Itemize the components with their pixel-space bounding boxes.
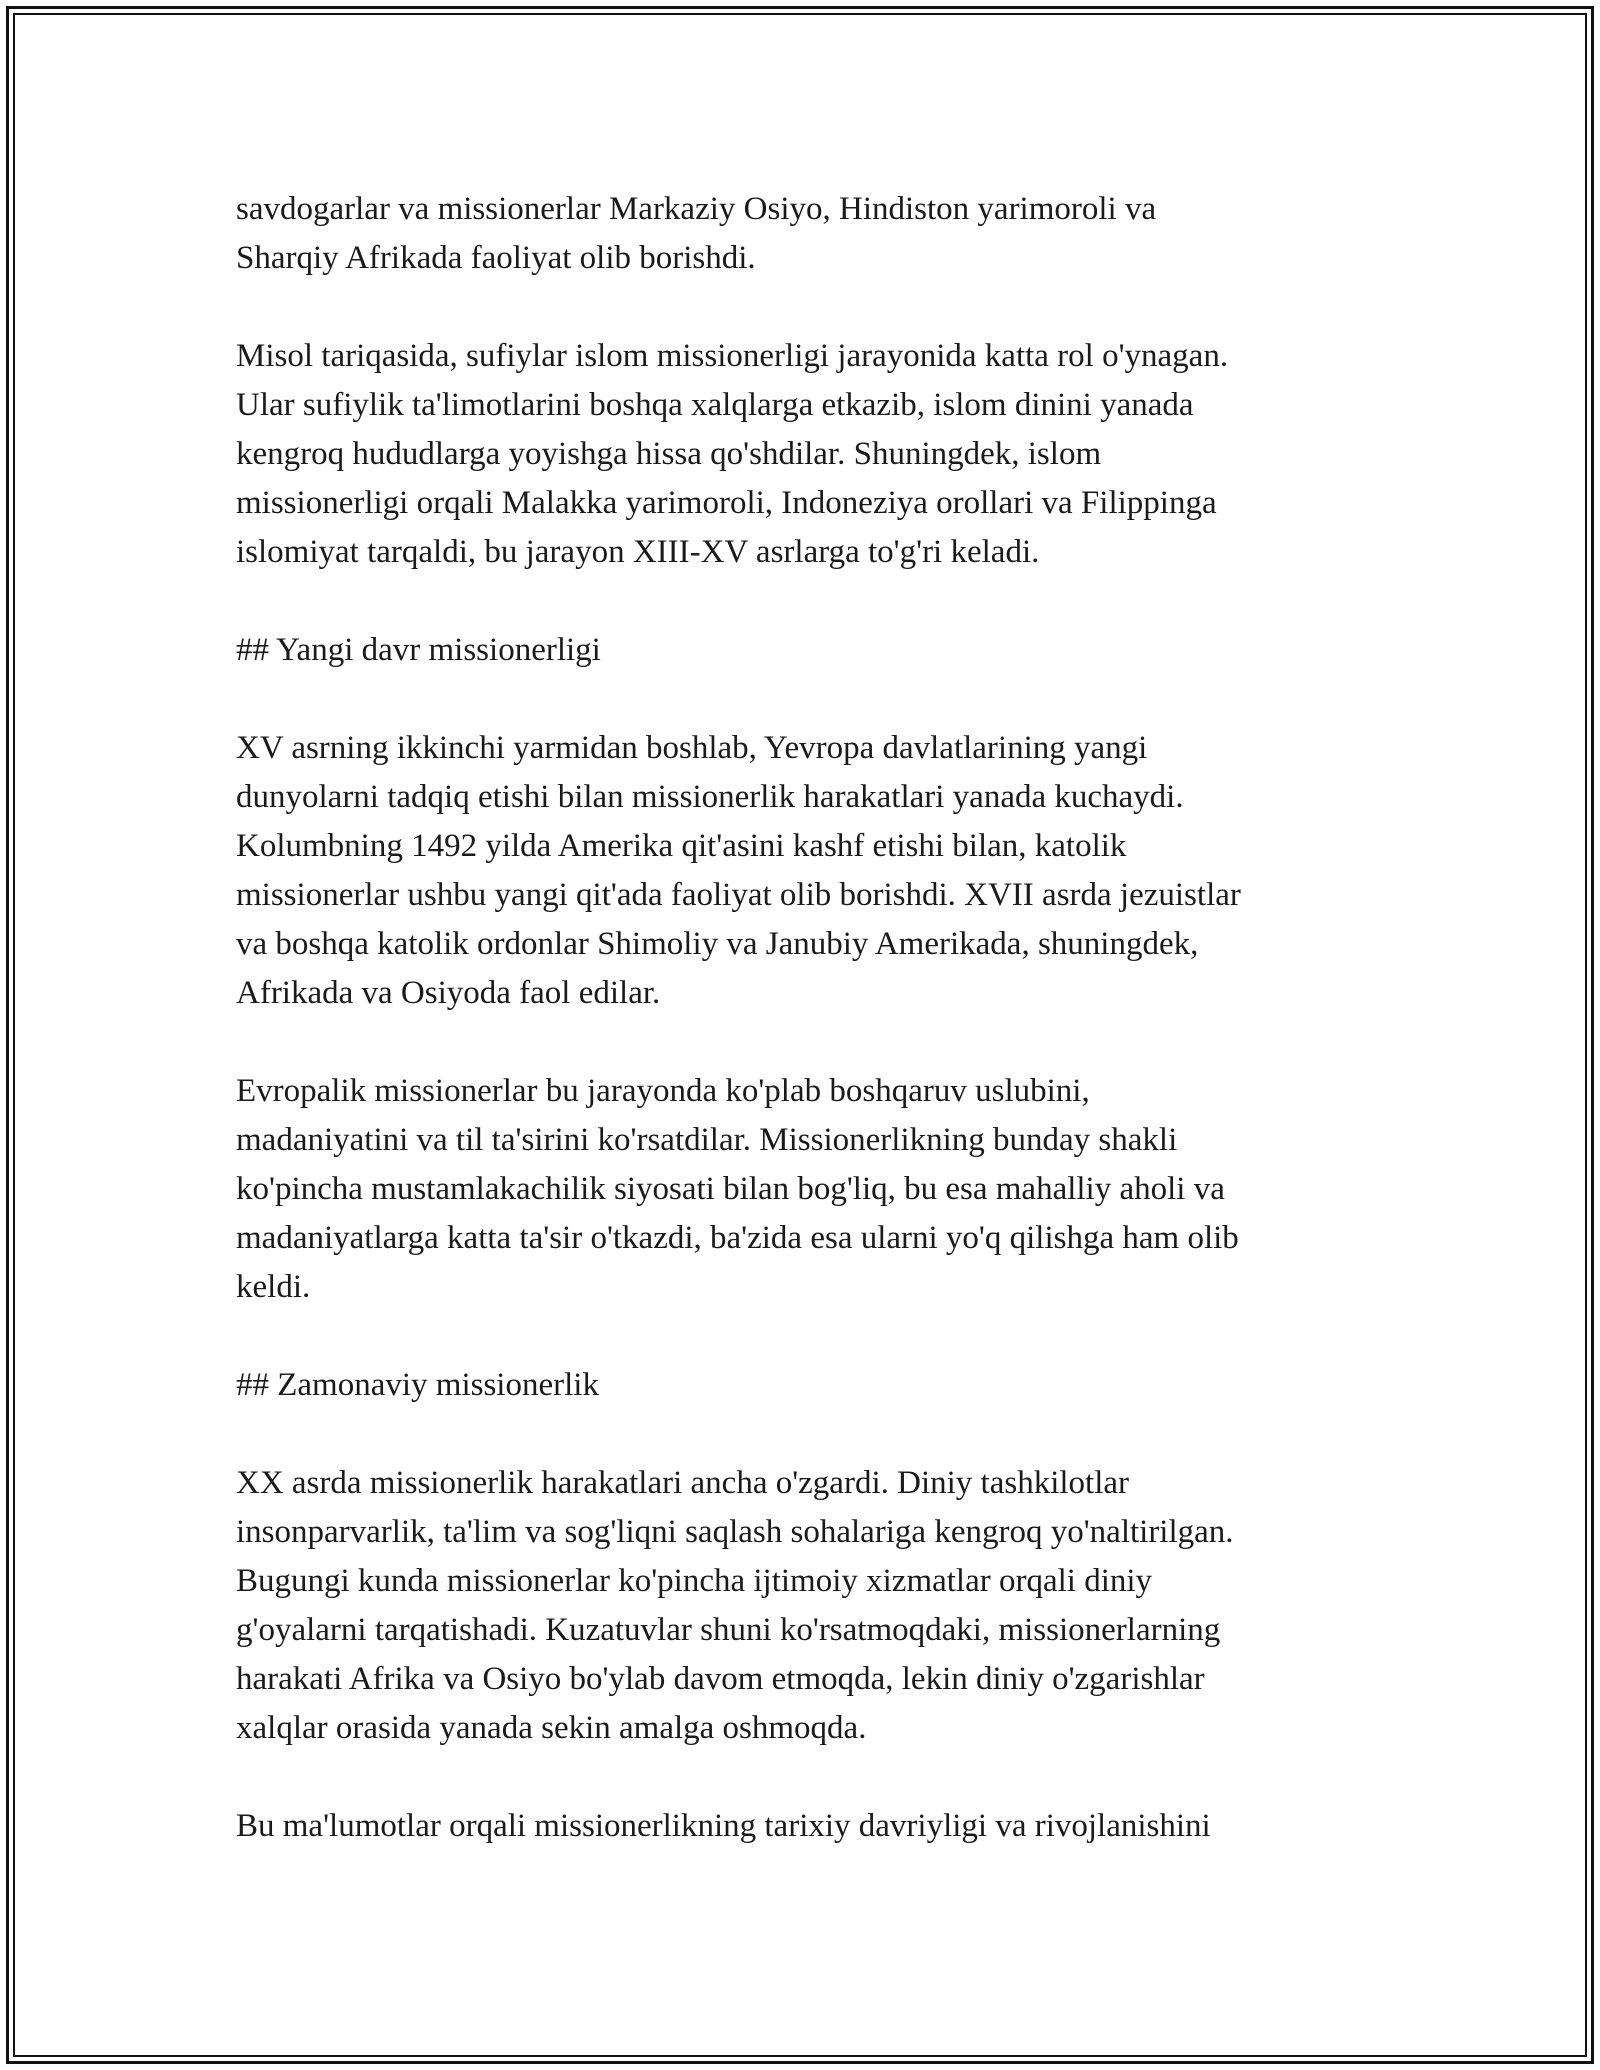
text-line: kengroq hududlarga yoyishga hissa qo'shdilar. Shuningdek, islom bbox=[236, 436, 1102, 472]
text-line: xalqlar orasida yanada sekin amalga oshmoqda. bbox=[236, 1710, 867, 1746]
heading-line: ## Yangi davr missionerligi bbox=[236, 632, 601, 668]
text-line: insonparvarlik, ta'lim va sog'liqni saqlash sohalariga kengroq yo'naltirilgan. bbox=[236, 1514, 1234, 1550]
paragraph bbox=[236, 332, 1376, 577]
text-line: madaniyatlarga katta ta'sir o'tkazdi, ba'zida esa ularni yo'q qilishga ham olib bbox=[236, 1220, 1239, 1256]
text-line: savdogarlar va missionerlar Markaziy Osiyo, Hindiston yarimoroli va bbox=[236, 191, 1157, 227]
text-line: XX asrda missionerlik harakatlari ancha o'zgardi. Diniy tashkilotlar bbox=[236, 1465, 1129, 1501]
text-line: Ular sufiylik ta'limotlarini boshqa xalqlarga etkazib, islom dinini yanada bbox=[236, 387, 1194, 423]
paragraph bbox=[236, 724, 1376, 1018]
paragraph bbox=[236, 1067, 1376, 1312]
text-line: ko'pincha mustamlakachilik siyosati bilan bog'liq, bu esa mahalliy aholi va bbox=[236, 1171, 1225, 1207]
text-line: XV asrning ikkinchi yarmidan boshlab, Yevropa davlatlarining yangi bbox=[236, 730, 1148, 766]
section-heading bbox=[236, 626, 1376, 675]
text-line: islomiyat tarqaldi, bu jarayon XIII-XV asrlarga to'g'ri keladi. bbox=[236, 534, 1040, 570]
paragraph bbox=[236, 185, 1376, 283]
text-line: madaniyatini va til ta'sirini ko'rsatdilar. Missionerlikning bunday shakli bbox=[236, 1122, 1178, 1158]
section-heading bbox=[236, 1361, 1376, 1410]
text-line: Afrikada va Osiyoda faol edilar. bbox=[236, 975, 661, 1011]
paragraph bbox=[236, 1802, 1376, 1851]
text-line: harakati Afrika va Osiyo bo'ylab davom etmoqda, lekin diniy o'zgarishlar bbox=[236, 1661, 1205, 1697]
text-line: Bugungi kunda missionerlar ko'pincha ijtimoiy xizmatlar orqali diniy bbox=[236, 1563, 1153, 1599]
text-line: dunyolarni tadqiq etishi bilan missionerlik harakatlari yanada kuchaydi. bbox=[236, 779, 1184, 815]
paragraph bbox=[236, 1459, 1376, 1753]
text-line: Bu ma'lumotlar orqali missionerlikning tarixiy davriyligi va rivojlanishini bbox=[236, 1808, 1211, 1844]
text-line: keldi. bbox=[236, 1269, 311, 1305]
text-line: va boshqa katolik ordonlar Shimoliy va Janubiy Amerikada, shuningdek, bbox=[236, 926, 1199, 962]
text-line: Sharqiy Afrikada faoliyat olib borishdi. bbox=[236, 240, 756, 276]
text-line: Kolumbning 1492 yilda Amerika qit'asini kashf etishi bilan, katolik bbox=[236, 828, 1127, 864]
text-line: Evropalik missionerlar bu jarayonda ko'plab boshqaruv uslubini, bbox=[236, 1073, 1090, 1109]
text-line: Misol tariqasida, sufiylar islom missionerligi jarayonida katta rol o'ynagan. bbox=[236, 338, 1229, 374]
text-line: missionerlar ushbu yangi qit'ada faoliyat olib borishdi. XVII asrda jezuistlar bbox=[236, 877, 1241, 913]
heading-line: ## Zamonaviy missionerlik bbox=[236, 1367, 599, 1403]
document-body bbox=[236, 185, 1376, 1851]
text-line: missionerligi orqali Malakka yarimoroli, Indoneziya orollari va Filippinga bbox=[236, 485, 1217, 521]
text-line: g'oyalarni tarqatishadi. Kuzatuvlar shuni ko'rsatmoqdaki, missionerlarning bbox=[236, 1612, 1221, 1648]
